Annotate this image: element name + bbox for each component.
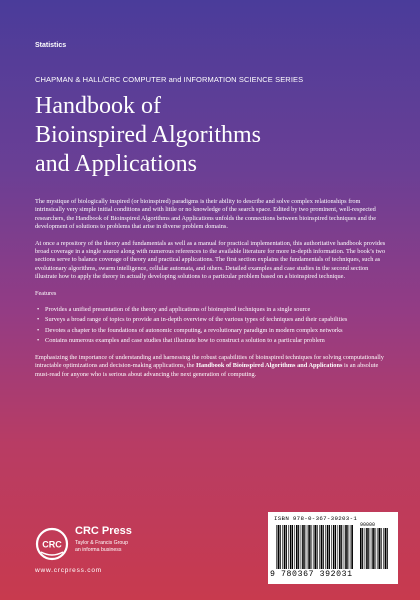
- feature-text: Surveys a broad range of topics to provide an in-depth overview of the various types of techniques and their capabilities: [45, 316, 348, 324]
- barcode-bar: [347, 525, 348, 569]
- barcode-bars: [276, 525, 354, 569]
- publisher-name: CRC Press: [75, 525, 132, 537]
- feature-text: Provides a unified presentation of the theory and applications of bioinspired techniques in a single source: [45, 306, 311, 314]
- barcode-bar: [345, 525, 347, 569]
- barcode-bar: [378, 528, 380, 569]
- barcode-bar: [304, 525, 305, 569]
- bullet-icon: •: [37, 316, 40, 324]
- closing-text: is an absolute must-read for anyone who is serious about advancing the next generation of computing.: [35, 362, 379, 378]
- barcode-bar: [276, 525, 277, 569]
- title-line: Handbook of: [35, 93, 161, 119]
- barcode-bar: [383, 528, 384, 569]
- barcode-bar: [377, 528, 378, 569]
- feature-item: [35, 327, 387, 335]
- barcode-bar: [302, 525, 304, 569]
- barcode-bar: [344, 525, 345, 569]
- title-line: and Applications: [35, 151, 197, 177]
- barcode-bar: [323, 525, 324, 569]
- barcode-bar: [296, 525, 298, 569]
- series-name: CHAPMAN & HALL/CRC COMPUTER and INFORMATION SCIENCE SERIES: [35, 75, 304, 84]
- barcode-bar: [374, 528, 375, 569]
- barcode-bar: [372, 528, 374, 569]
- barcode-bar: [314, 525, 316, 569]
- barcode-bar: [292, 525, 293, 569]
- title-line: Bioinspired Algorithms: [35, 122, 262, 148]
- features-heading: Features: [35, 289, 57, 297]
- book-title: [35, 92, 395, 179]
- publisher-block: [35, 515, 195, 575]
- crc-logo-icon: [35, 527, 69, 561]
- publisher-website: www.crcpress.com: [35, 567, 102, 574]
- closing-paragraph: [35, 354, 387, 379]
- barcode-bar: [333, 525, 335, 569]
- barcode-bar: [339, 525, 341, 569]
- bullet-icon: •: [37, 326, 40, 334]
- barcode-bar: [365, 528, 366, 569]
- barcode-bar: [331, 525, 332, 569]
- barcode-bar: [360, 528, 362, 569]
- barcode-bar: [301, 525, 302, 569]
- feature-item: [35, 337, 387, 345]
- barcode-bar: [366, 528, 368, 569]
- barcode-bar: [335, 525, 336, 569]
- barcode-bar: [327, 525, 329, 569]
- barcode-bar: [286, 525, 287, 569]
- barcode-bar: [288, 525, 289, 569]
- barcode-bar: [351, 525, 353, 569]
- bullet-icon: •: [37, 306, 40, 314]
- barcode-bar: [385, 528, 387, 569]
- barcode-bar: [329, 525, 330, 569]
- closing-book-title: Handbook of Bioinspired Algorithms and Applications: [196, 362, 343, 370]
- barcode-bar: [294, 525, 295, 569]
- barcode-bar: [338, 525, 339, 569]
- barcode-bar: [290, 525, 292, 569]
- barcode-bar: [325, 525, 326, 569]
- barcode-digits: 9 780367 392031: [270, 570, 353, 579]
- barcode-bar: [284, 525, 286, 569]
- barcode-bar: [321, 525, 323, 569]
- crc-logo-letters: CRC: [42, 539, 62, 550]
- publisher-group: Taylor & Francis Group: [75, 540, 129, 546]
- barcode-bar: [368, 528, 369, 569]
- category-label: Statistics: [35, 42, 67, 49]
- isbn-number: ISBN 978-0-367-39203-1: [274, 515, 358, 522]
- feature-list: [35, 306, 387, 346]
- isbn-barcode: [268, 512, 398, 584]
- description-paragraph: At once a repository of the theory and fundamentals as well as a manual for practical implementation, this authoritative handbook provides broad coverage in a single source along with numerous references to the available literature for more in-depth information. The book’s two sections serve to balance coverage of theory and practical applications. The first section explains the fundamentals of techniques, such as evolutionary algorithms, swarm intelligence, cellular automata, and others. Detailed examples and case studies in the second section illustrate how to apply the theory in actually developing solutions to a particular problem based on a bioinspired technique.: [35, 239, 386, 281]
- feature-item: [35, 316, 387, 324]
- feature-text: Contains numerous examples and case studies that illustrate how to construct a solution to a particular problem: [45, 337, 325, 345]
- barcode-bar: [280, 525, 281, 569]
- feature-item: [35, 306, 387, 314]
- barcode-bar: [308, 525, 310, 569]
- barcode-bar: [381, 528, 382, 569]
- feature-text: Devotes a chapter to the foundations of autonomic computing, a revolutionary paradigm in modern complex networks: [45, 326, 343, 334]
- barcode-bar: [387, 528, 388, 569]
- barcode-bar: [313, 525, 314, 569]
- barcode-bar: [319, 525, 320, 569]
- blurb: [35, 198, 387, 387]
- description-paragraph: The mystique of biologically inspired (or bioinspired) paradigms is their ability to describe and solve complex relationships from intrinsically very simple initial conditions and with little or no knowledge of the search space. Edited by two prominent, well-respected researchers, the Handbook of Bioinspired Algorithms and Applications unfolds the connections between bioinspired techniques and the development of solutions to problems that arise in diverse problem domains.: [35, 198, 377, 231]
- barcode-bar: [278, 525, 280, 569]
- barcode-bar: [341, 525, 342, 569]
- barcode-bar: [362, 528, 363, 569]
- publisher-business: an informa business: [75, 547, 122, 553]
- barcode-addon-bars: [360, 528, 390, 569]
- barcode-bar: [371, 528, 372, 569]
- barcode-bar: [317, 525, 318, 569]
- closing-text: Emphasizing the importance of understanding and harnessing the robust capabilities of bioinspired techniques for solving computationally intractable optimizations and decision-making applications, the: [35, 353, 384, 370]
- barcode-addon-digits: 90000: [360, 522, 376, 528]
- bullet-icon: •: [37, 337, 40, 345]
- barcode-bar: [310, 525, 311, 569]
- barcode-bar: [350, 525, 351, 569]
- barcode-bar: [298, 525, 299, 569]
- barcode-bar: [307, 525, 308, 569]
- barcode-bar: [282, 525, 283, 569]
